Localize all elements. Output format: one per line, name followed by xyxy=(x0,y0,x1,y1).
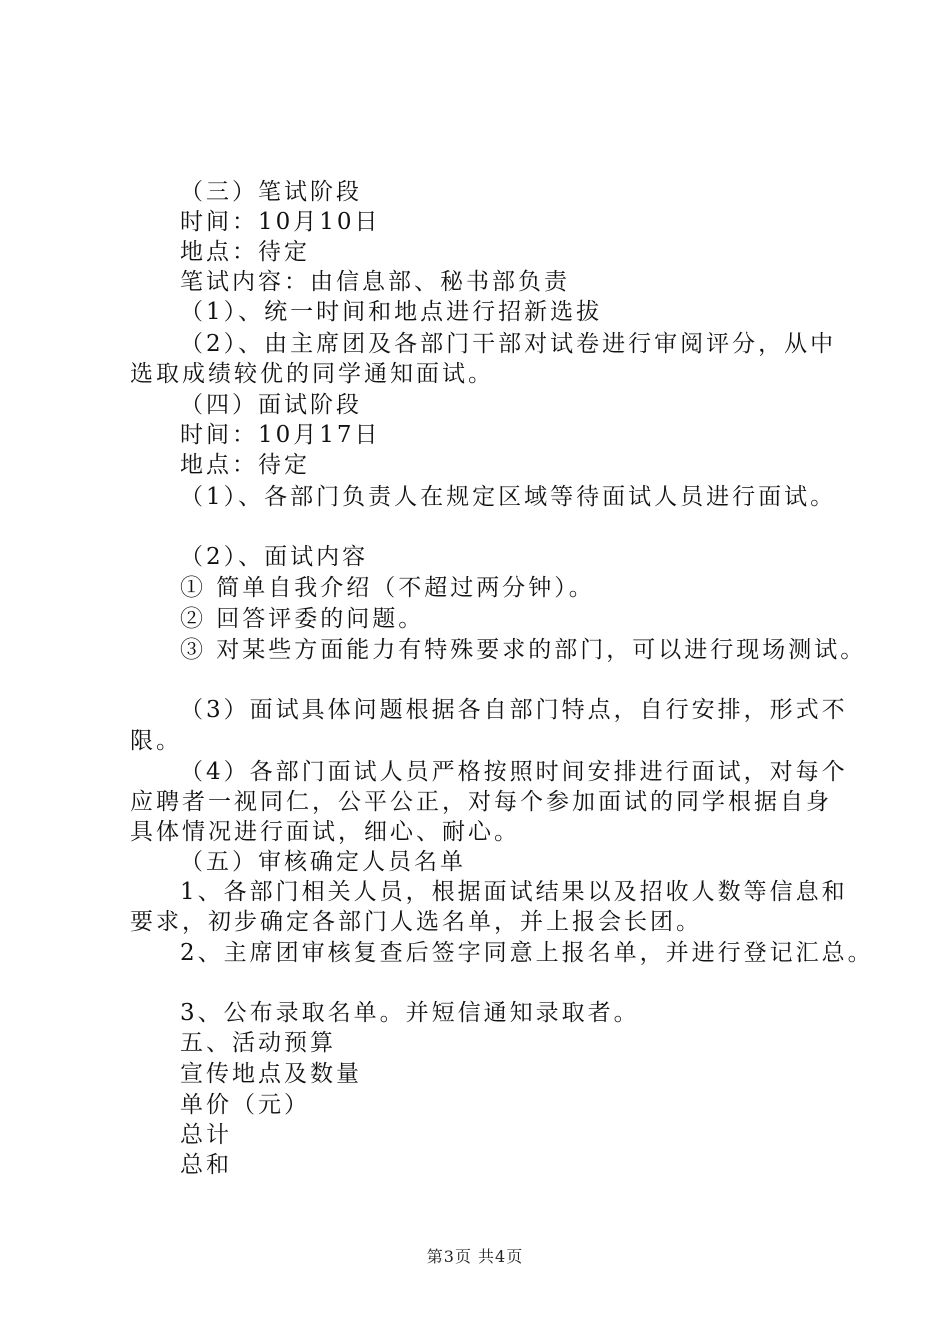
section-3-place: 地点：待定 xyxy=(180,239,310,265)
section-4-item-3-line-1: （3）面试具体问题根据各自部门特点，自行安排，形式不 xyxy=(180,697,848,723)
section-5-heading: （五）审核确定人员名单 xyxy=(180,849,466,875)
section-3-item-2-line-2: 选取成绩较优的同学通知面试。 xyxy=(130,361,494,387)
section-4-sub-1: ① 简单自我介绍（不超过两分钟）。 xyxy=(180,575,595,601)
section-3-item-2-line-1: （2）、由主席团及各部门干部对试卷进行审阅评分，从中 xyxy=(180,331,837,357)
section-4-item-4-line-2: 应聘者一视同仁，公平公正，对每个参加面试的同学根据自身 xyxy=(130,789,832,815)
section-4-item-1: （1）、各部门负责人在规定区域等待面试人员进行面试。 xyxy=(180,484,837,510)
section-4-sub-2: ② 回答评委的问题。 xyxy=(180,606,425,632)
section-4-sub-3: ③ 对某些方面能力有特殊要求的部门，可以进行现场测试。 xyxy=(180,637,867,663)
budget-col-sum: 总和 xyxy=(180,1152,232,1178)
section-4-item-3-line-2: 限。 xyxy=(130,728,182,754)
section-5-item-1-line-2: 要求，初步确定各部门人选名单，并上报会长团。 xyxy=(130,909,702,935)
budget-heading: 五、活动预算 xyxy=(180,1030,336,1056)
section-5-item-1-line-1: 1、各部门相关人员，根据面试结果以及招收人数等信息和 xyxy=(180,879,848,905)
section-4-heading: （四）面试阶段 xyxy=(180,392,362,418)
section-3-time: 时间：10月10日 xyxy=(180,209,381,235)
budget-col-total: 总计 xyxy=(180,1122,232,1148)
budget-col-location: 宣传地点及数量 xyxy=(180,1061,362,1087)
section-4-item-2: （2）、面试内容 xyxy=(180,544,369,570)
budget-col-unit-price: 单价（元） xyxy=(180,1092,310,1118)
section-5-item-3: 3、公布录取名单。并短信通知录取者。 xyxy=(180,1000,640,1026)
section-4-place: 地点：待定 xyxy=(180,452,310,478)
section-4-item-4-line-1: （4）各部门面试人员严格按照时间安排进行面试，对每个 xyxy=(180,759,848,785)
page-footer: 第3页 共4页 xyxy=(426,1247,524,1266)
section-3-content: 笔试内容：由信息部、秘书部负责 xyxy=(180,269,570,295)
section-3-item-1: （1）、统一时间和地点进行招新选拔 xyxy=(180,299,603,325)
section-5-item-2: 2、主席团审核复查后签字同意上报名单，并进行登记汇总。 xyxy=(180,940,874,966)
section-4-item-4-line-3: 具体情况进行面试，细心、耐心。 xyxy=(130,819,520,845)
section-3-heading: （三）笔试阶段 xyxy=(180,179,362,205)
section-4-time: 时间：10月17日 xyxy=(180,422,381,448)
